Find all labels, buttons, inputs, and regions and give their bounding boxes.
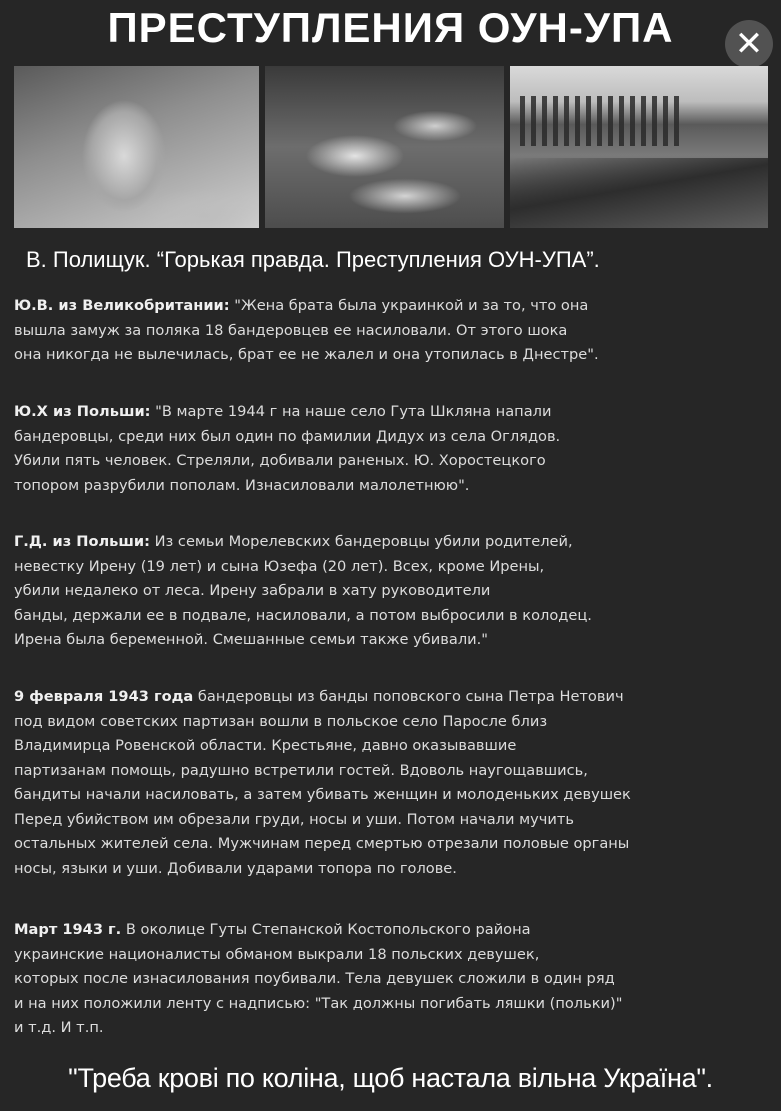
- close-icon: ✕: [734, 24, 764, 64]
- paragraph-line: и т.д. И т.п.: [14, 1019, 104, 1036]
- paragraph-line: партизанам помощь, радушно встретили гостей. Вдоволь наугощавшись,: [14, 761, 588, 779]
- photo-figures: [520, 96, 680, 146]
- photo-trench: [510, 158, 768, 228]
- paragraph-line: Г.Д. из Польши: Из семьи Морелевских бандеровцы убили родителей,: [14, 533, 573, 550]
- paragraph-lead: Март 1943 г.: [14, 921, 122, 938]
- paragraph-line: Ю.В. из Великобритании: "Жена брата была украинкой и за то, что она: [14, 297, 589, 314]
- paragraph-line: Ю.Х из Польши: "В марте 1944 г на наше село Гута Шкляна напали: [14, 403, 552, 420]
- testimony-paragraph: [14, 918, 781, 1041]
- testimony-paragraph: [14, 400, 781, 498]
- paragraph-line: Перед убийством им обрезали груди, носы и уши. Потом начали мучить: [14, 810, 574, 828]
- paragraph-line: Убили пять человек. Стреляли, добивали раненых. Ю. Хоростецкого: [14, 452, 546, 469]
- closing-quote: "Треба крові по коліна, щоб настала вільна Україна".: [68, 1063, 713, 1093]
- paragraph-line: Ирена была беременной. Смешанные семьи также убивали.": [14, 631, 488, 648]
- paragraph-line: остальных жителей села. Мужчинам перед смертью отрезали половые органы: [14, 835, 630, 852]
- paragraph-line: бандеровцы, среди них был один по фамилии Дидух из села Оглядов.: [14, 427, 561, 445]
- paragraph-line: и на них положили ленту с надписью: "Так должны погибать ляшки (польки)": [14, 994, 623, 1012]
- paragraph-line: носы, языки и уши. Добивали ударами топора по голове.: [14, 859, 457, 877]
- source-subtitle: В. Полищук. “Горькая правда. Преступления ОУН-УПА”.: [26, 247, 600, 272]
- photo-strip: [14, 66, 768, 228]
- paragraph-line: банды, держали ее в подвале, насиловали, а потом выбросили в колодец.: [14, 606, 592, 624]
- paragraph-line: под видом советских партизан вошли в польское село Паросле близ: [14, 712, 548, 730]
- paragraph-line: украинские националисты обманом выкрали 18 польских девушек,: [14, 945, 540, 963]
- close-button[interactable]: [725, 20, 773, 68]
- paragraph-line: Владимирца Ровенской области. Крестьяне, давно оказывавшие: [14, 737, 517, 754]
- testimony-paragraph: [14, 294, 781, 368]
- photo-victims-bodies: [265, 66, 504, 228]
- paragraph-lead: 9 февраля 1943 года: [14, 688, 194, 705]
- paragraph-line: она никогда не вылечилась, брат ее не жалел и она утопилась в Днестре".: [14, 346, 599, 363]
- paragraph-line: невестку Ирену (19 лет) и сына Юзефа (20 лет). Всех, кроме Ирены,: [14, 557, 545, 575]
- page-title: ПРЕСТУПЛЕНИЯ ОУН-УПА: [107, 4, 674, 51]
- paragraph-lead: Г.Д. из Польши:: [14, 533, 150, 550]
- photo-execution-trench: [510, 66, 768, 228]
- testimony-paragraph: [14, 685, 781, 881]
- testimony-paragraph: [14, 530, 781, 653]
- photo-victim-face: [14, 66, 259, 228]
- paragraph-lead: Ю.Х из Польши:: [14, 403, 151, 420]
- paragraph-line: Март 1943 г. В околице Гуты Степанской Костопольского района: [14, 921, 531, 938]
- paragraph-line: убили недалеко от леса. Ирену забрали в хату руководители: [14, 582, 491, 599]
- paragraph-line: топором разрубили пополам. Изнасиловали малолетнюю".: [14, 476, 470, 494]
- paragraph-line: бандиты начали насиловать, а затем убивать женщин и молоденьких девушек: [14, 786, 631, 803]
- paragraph-line: вышла замуж за поляка 18 бандеровцев ее насиловали. От этого шока: [14, 321, 568, 339]
- paragraph-lead: Ю.В. из Великобритании:: [14, 297, 230, 314]
- paragraph-line: которых после изнасилования поубивали. Тела девушек сложили в один ряд: [14, 970, 615, 987]
- paragraph-line: 9 февраля 1943 года бандеровцы из банды поповского сына Петра Нетович: [14, 688, 624, 705]
